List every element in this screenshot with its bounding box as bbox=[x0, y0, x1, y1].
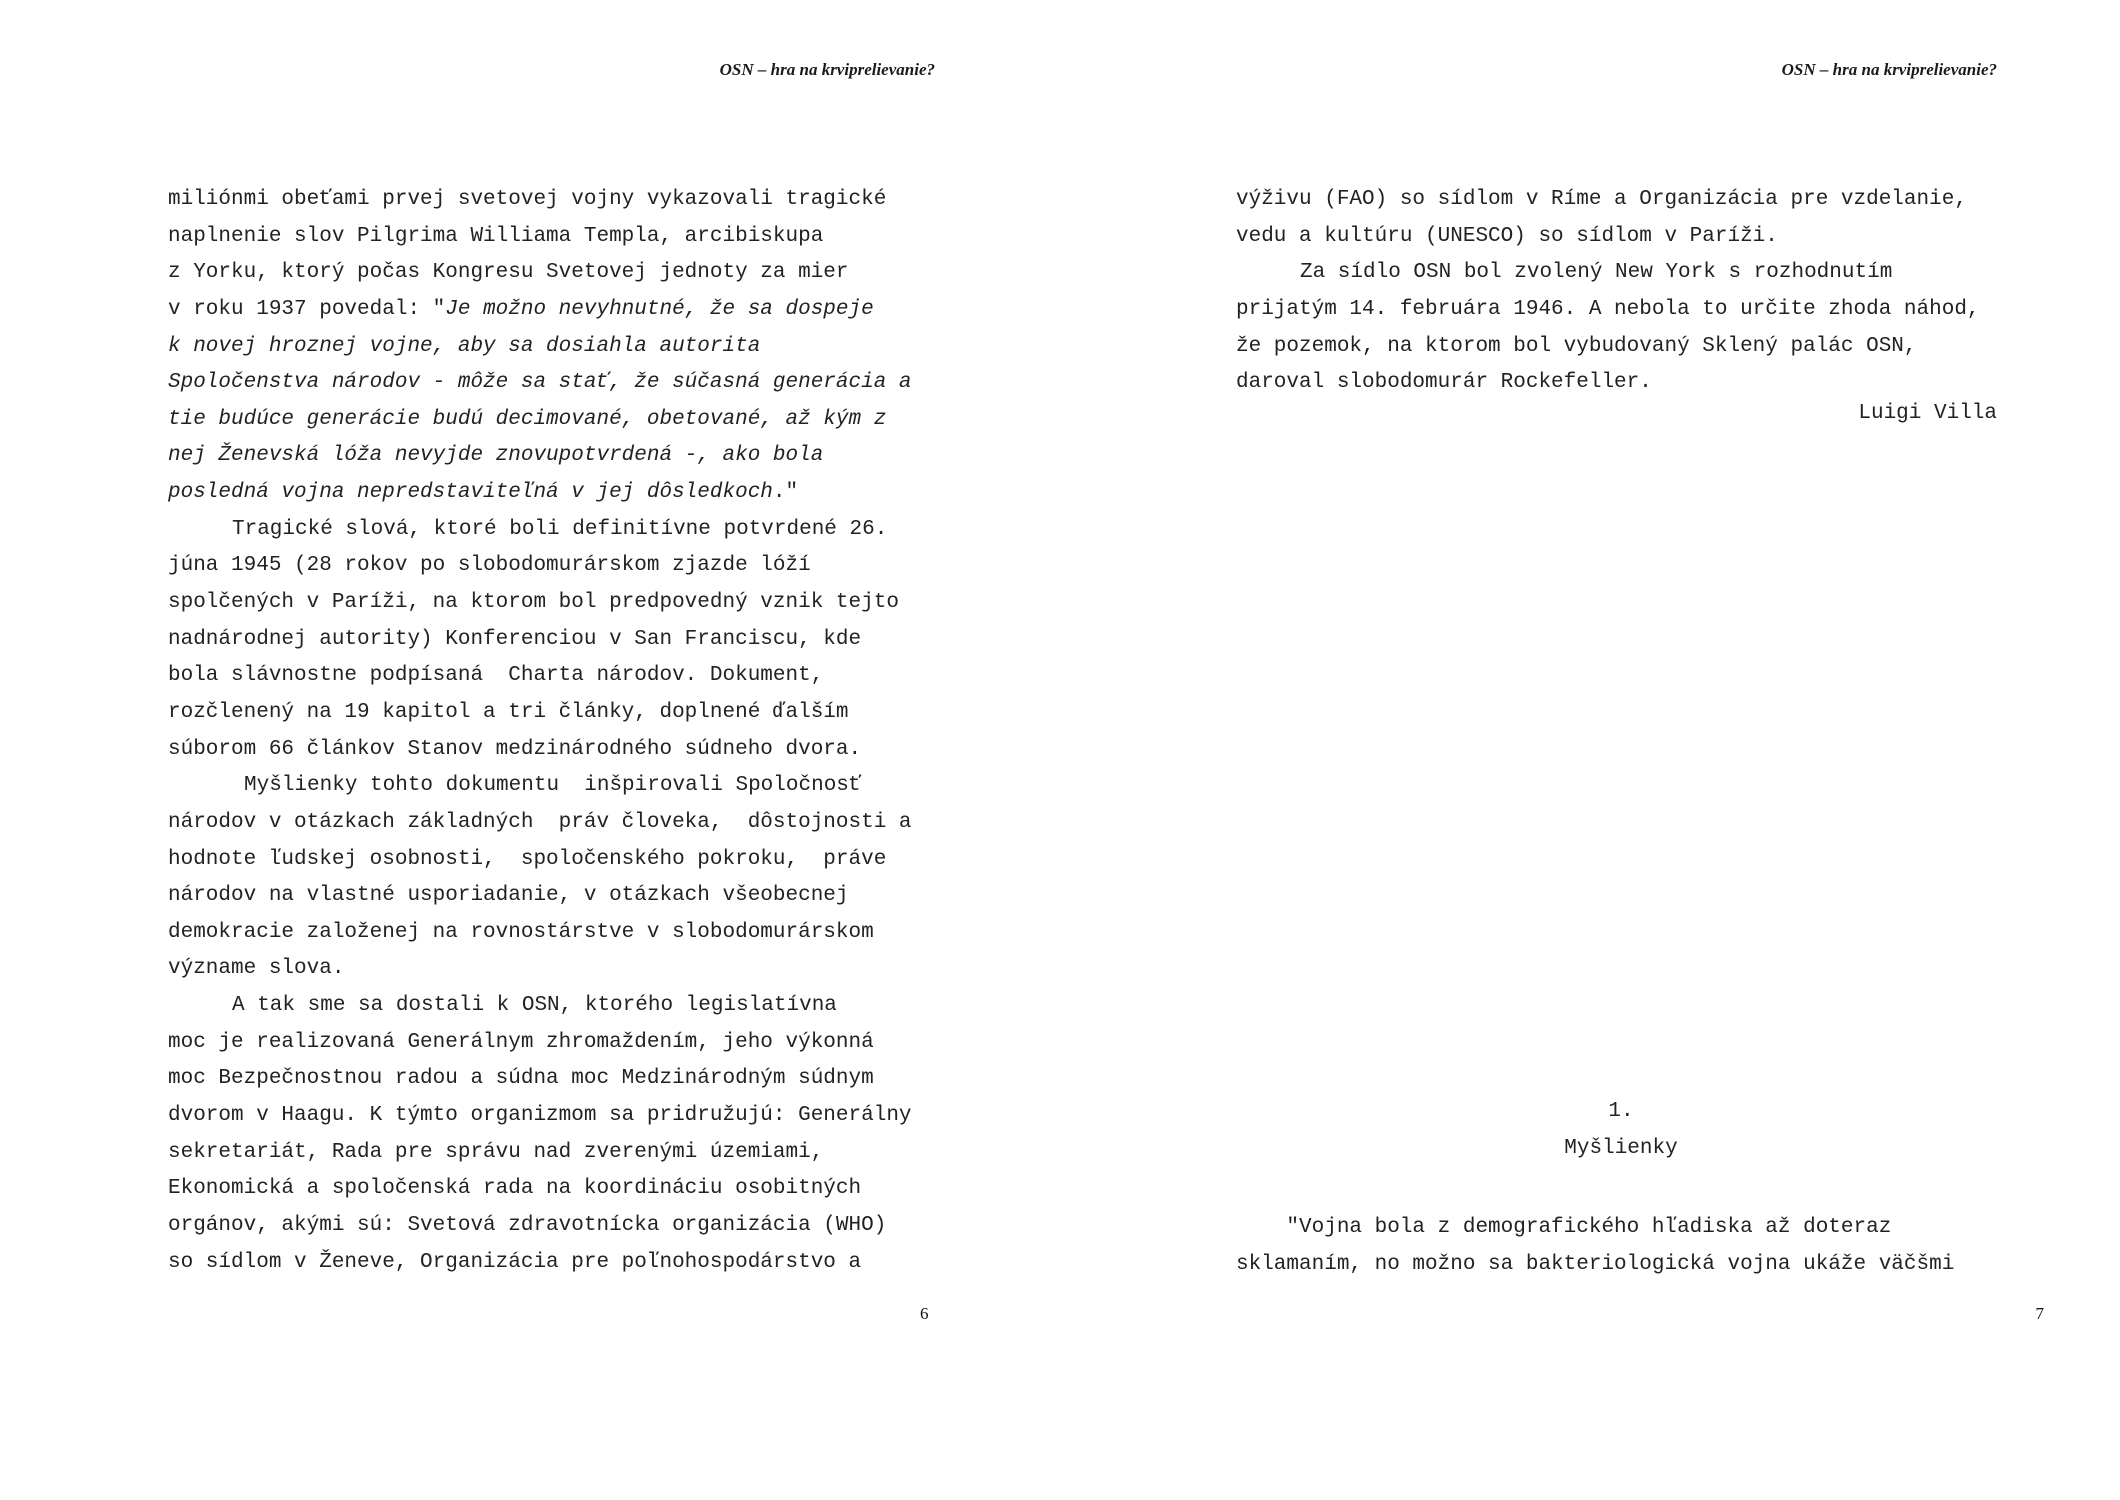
running-header: OSN – hra na krviprelievanie? bbox=[1781, 60, 1997, 79]
text-line: Tragické slová, ktoré boli definitívne potvrdené 26. bbox=[232, 517, 888, 541]
text-line: hodnote ľudskej osobnosti, spoločenského pokroku, práve bbox=[168, 847, 887, 871]
text-line: orgánov, akými sú: Svetová zdravotnícka organizácia (WHO) bbox=[168, 1213, 887, 1237]
quote-line: sklamaním, no možno sa bakteriologická vojna ukáže väčšmi bbox=[1236, 1252, 1955, 1276]
chapter-opening-quote bbox=[1236, 1210, 2056, 1283]
text-line: že pozemok, na ktorom bol vybudovaný Sklený palác OSN, bbox=[1236, 334, 1917, 358]
text-line: Spoločenstva národov - môže sa stať, že súčasná generácia a bbox=[168, 371, 912, 395]
text-line: súborom 66 článkov Stanov medzinárodného súdneho dvora. bbox=[168, 737, 862, 761]
text-line: rozčlenený na 19 kapitol a tri články, doplnené ďalším bbox=[168, 700, 849, 724]
text-line: sekretariát, Rada pre správu nad zverenými územiami, bbox=[168, 1140, 824, 1164]
text-line: júna 1945 (28 rokov po slobodomurárskom zjazde lóží bbox=[168, 554, 811, 578]
text-line: národov v otázkach základných práv človeka, dôstojnosti a bbox=[168, 810, 912, 834]
text-line: so sídlom v Ženeve, Organizácia pre poľnohospodárstvo a bbox=[168, 1250, 862, 1274]
text-line: vedu a kultúru (UNESCO) so sídlom v Paríži. bbox=[1236, 224, 1778, 248]
page-number: 7 bbox=[2035, 1304, 2044, 1323]
text-line: nej Ženevská lóža nevyjde znovupotvrdená -, ako bola bbox=[168, 444, 824, 468]
chapter-number: 1. bbox=[1608, 1100, 1634, 1123]
text-line: z Yorku, ktorý počas Kongresu Svetovej jednoty za mier bbox=[168, 261, 849, 285]
text-line: Ekonomická a spoločenská rada na koordináciu osobitných bbox=[168, 1177, 862, 1201]
page-number: 6 bbox=[920, 1304, 929, 1323]
text-line: nadnárodnej autority) Konferenciou v San Franciscu, kde bbox=[168, 627, 862, 651]
text-line: moc Bezpečnostnou radou a súdna moc Medzinárodným súdnym bbox=[168, 1067, 874, 1091]
text-line: naplnenie slov Pilgrima Williama Templa, arcibiskupa bbox=[168, 224, 824, 248]
text-line: spolčených v Paríži, na ktorom bol predpovedný vznik tejto bbox=[168, 591, 899, 615]
text-line: dvorom v Haagu. K týmto organizmom sa pridružujú: Generálny bbox=[168, 1104, 912, 1128]
text-line: Za sídlo OSN bol zvolený New York s rozhodnutím bbox=[1300, 261, 1893, 285]
chapter-title: Myšlienky bbox=[1564, 1137, 1678, 1160]
text-line: prijatým 14. februára 1946. A nebola to určite zhoda náhod, bbox=[1236, 297, 1980, 321]
text-line: k novej hroznej vojne, aby sa dosiahla autorita bbox=[168, 334, 761, 358]
right-page bbox=[1060, 0, 2120, 1500]
text-line: miliónmi obeťami prvej svetovej vojny vykazovali tragické bbox=[168, 188, 887, 211]
text-line: význame slova. bbox=[168, 957, 345, 981]
text-line: A tak sme sa dostali k OSN, ktorého legislatívna bbox=[232, 994, 837, 1018]
author-signature: Luigi Villa bbox=[1858, 402, 1997, 425]
text-line: bola slávnostne podpísaná Charta národov. Dokument, bbox=[168, 664, 824, 688]
text-line: posledná vojna nepredstaviteľná v jej dôsledkoch." bbox=[168, 481, 799, 505]
text-line: v roku 1937 povedal: "Je možno nevyhnutné, že sa dospeje bbox=[168, 297, 874, 321]
text-line: tie budúce generácie budú decimované, obetované, až kým z bbox=[168, 407, 887, 431]
text-line: moc je realizovaná Generálnym zhromaždením, jeho výkonná bbox=[168, 1030, 874, 1054]
running-header: OSN – hra na krviprelievanie? bbox=[719, 60, 935, 79]
text-line: Myšlienky tohto dokumentu inšpirovali Spoločnosť bbox=[244, 774, 862, 798]
quote-line: "Vojna bola z demografického hľadiska až doteraz bbox=[1236, 1216, 1892, 1239]
text-line: výživu (FAO) so sídlom v Ríme a Organizácia pre vzdelanie, bbox=[1236, 188, 1967, 211]
text-line: demokracie založenej na rovnostárstve v slobodomurárskom bbox=[168, 920, 874, 944]
text-line: národov na vlastné usporiadanie, v otázkach všeobecnej bbox=[168, 884, 849, 908]
body-text bbox=[168, 182, 938, 1281]
body-text bbox=[1236, 182, 2006, 402]
text-line: daroval slobodomurár Rockefeller. bbox=[1236, 371, 1652, 395]
